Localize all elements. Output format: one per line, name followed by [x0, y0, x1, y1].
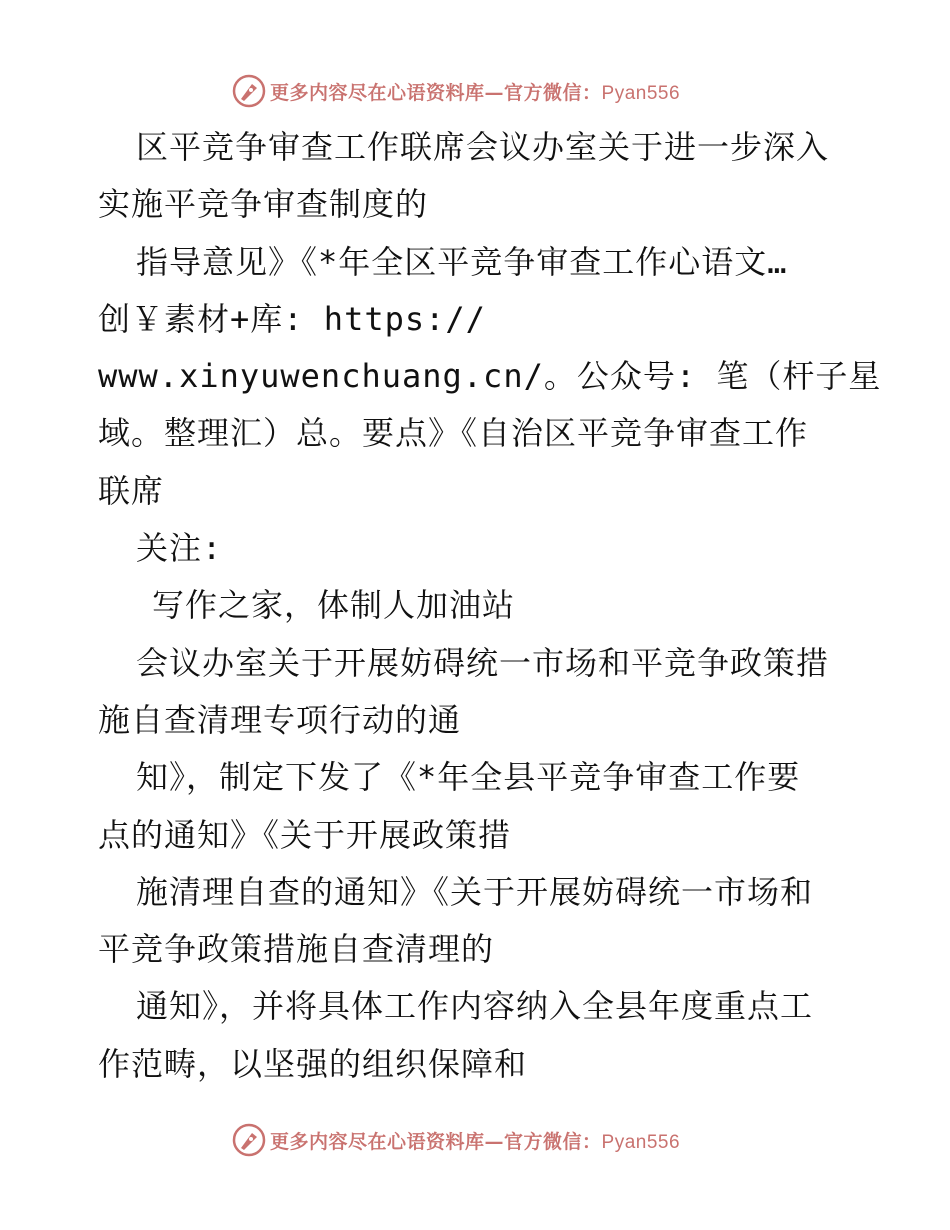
- document-body: [98, 119, 882, 1093]
- banner-wechat-id: Pyan556: [601, 82, 681, 104]
- banner-wechat-id: Pyan556: [601, 1131, 681, 1153]
- banner-text: [270, 1127, 680, 1154]
- banner-main-text: 更多内容尽在心语资料库: [270, 81, 485, 104]
- text-line: 施清理自查的通知》《关于开展妨碍统一市场和: [136, 872, 814, 911]
- text-line: 作范畴，以坚强的组织保障和: [98, 1044, 528, 1083]
- footer-banner: [232, 1121, 680, 1159]
- banner-wechat-label: 官方微信：: [504, 1130, 602, 1153]
- text-line: 域。整理汇）总。要点》《自治区平竞争审查工作: [98, 414, 809, 453]
- text-line: 平竞争政策措施自查清理的: [98, 930, 495, 969]
- text-line: 知》，制定下发了《*年全县平竞争审查工作要: [136, 758, 801, 797]
- text-line: 实施平竞争审查制度的: [98, 185, 429, 224]
- text-line: 联席: [98, 471, 165, 510]
- text-line: 区平竞争审查工作联席会议办室关于进一步深入: [136, 128, 830, 166]
- text-line: 创￥素材+库: https://: [98, 299, 486, 338]
- text-line: 点的通知》《关于开展政策措: [98, 815, 512, 854]
- text-line: 施自查清理专项行动的通: [98, 700, 462, 739]
- banner-separator: —: [484, 81, 505, 104]
- banner-main-text: 更多内容尽在心语资料库: [270, 1130, 485, 1153]
- pen-nib-logo-icon: [232, 74, 266, 108]
- text-line: www.xinyuwenchuang.cn/。公众号: 笔（杆子星: [98, 357, 882, 396]
- pen-nib-logo-icon: [232, 1123, 266, 1157]
- banner-text: [270, 78, 680, 105]
- text-line: 通知》，并将具体工作内容纳入全县年度重点工: [136, 987, 814, 1026]
- header-banner: [232, 72, 680, 110]
- text-line: 会议办室关于开展妨碍统一市场和平竞争政策措: [136, 643, 830, 682]
- text-line: 指导意见》《*年全区平竞争审查工作心语文…: [136, 242, 788, 281]
- text-line: 写作之家，体制人加油站: [152, 586, 516, 625]
- banner-wechat-label: 官方微信：: [504, 81, 602, 104]
- text-line: 关注:: [136, 529, 223, 568]
- banner-separator: —: [484, 1130, 505, 1153]
